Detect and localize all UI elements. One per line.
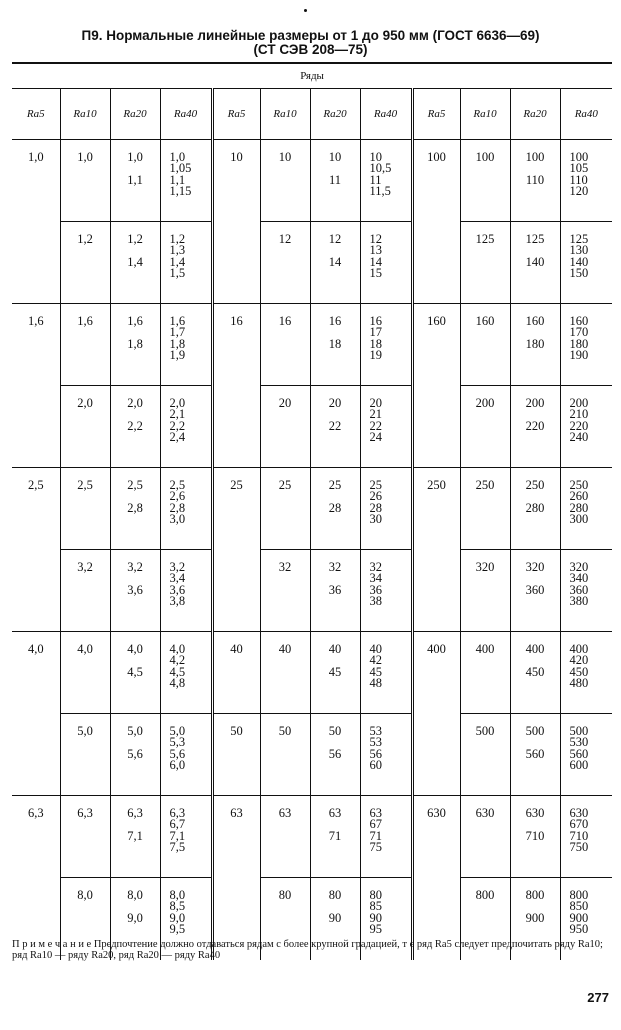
table-row — [12, 304, 612, 386]
table-cell: 2,0 2,2 — [110, 386, 160, 468]
table-cell: 12 — [260, 222, 310, 304]
column-header: Ra5 — [212, 89, 260, 140]
table-cell: 8,0 — [60, 878, 110, 960]
table-cell: 40 — [260, 632, 310, 714]
table-cell: 4,0 — [12, 632, 60, 714]
table-row — [12, 796, 612, 878]
table-note: П р и м е ч а н и е Предпочтение должно отдаваться рядам с более крупной градацией, т е ряд Ra5 следует предпочитать ряду Ra10; ряд Ra10 — ряду Ra20, ряд Ra20 — ряду Ra40 — [12, 939, 603, 961]
table-cell: 160 170 180 190 — [560, 304, 612, 386]
table-cell: 2,0 2,1 2,2 2,4 — [160, 386, 212, 468]
table-cell: 16 18 — [310, 304, 360, 386]
table-cell: 20 — [260, 386, 310, 468]
table-cell: 6,3 — [12, 796, 60, 878]
table-cell: 5,0 5,3 5,6 6,0 — [160, 714, 212, 796]
table-cell: 12 13 14 15 — [360, 222, 412, 304]
table-cell: 40 42 45 48 — [360, 632, 412, 714]
table-cell: 630 710 — [510, 796, 560, 878]
table-cell: 20 21 22 24 — [360, 386, 412, 468]
table-cell: 1,2 — [60, 222, 110, 304]
table-cell: 50 — [212, 714, 260, 796]
table-cell: 40 45 — [310, 632, 360, 714]
table-cell: 16 17 18 19 — [360, 304, 412, 386]
table-cell: 20 22 — [310, 386, 360, 468]
column-header: Ra40 — [160, 89, 212, 140]
decorative-dot — [304, 9, 307, 12]
table-cell: 800 900 — [510, 878, 560, 960]
table-cell: 6,3 6,7 7,1 7,5 — [160, 796, 212, 878]
table-cell: 630 — [460, 796, 510, 878]
column-header-row — [12, 89, 612, 140]
table-cell: 800 850 900 950 — [560, 878, 612, 960]
table-cell — [12, 222, 60, 304]
table-cell: 2,5 — [60, 468, 110, 550]
table-cell: 80 — [260, 878, 310, 960]
table-cell: 1,6 — [12, 304, 60, 386]
table-cell: 10 11 — [310, 140, 360, 222]
table-cell: 25 26 28 30 — [360, 468, 412, 550]
table-cell: 1,0 — [27, 150, 44, 164]
table-row — [12, 714, 612, 796]
table-cell: 250 280 — [510, 468, 560, 550]
table-cell: 1,2 1,3 1,4 1,5 — [160, 222, 212, 304]
dimensions-table — [12, 62, 612, 960]
table-cell: 125 — [460, 222, 510, 304]
table-cell: 2,5 2,8 — [110, 468, 160, 550]
table-row — [12, 140, 612, 222]
table-cell: 10 — [212, 140, 260, 222]
table-cell — [412, 550, 460, 632]
table-cell — [12, 386, 60, 468]
table-cell: 5,0 5,6 — [110, 714, 160, 796]
title-line-2: (СТ СЭВ 208—75) — [253, 42, 368, 57]
column-header: Ra20 — [110, 89, 160, 140]
table-cell: 320 360 — [510, 550, 560, 632]
table-cell: 4,0 — [60, 632, 110, 714]
table-cell: 250 — [412, 468, 460, 550]
column-header: Ra10 — [60, 89, 110, 140]
table-cell: 5,0 — [60, 714, 110, 796]
table-cell: 1,2 1,4 — [110, 222, 160, 304]
table-cell: 100 105 110 120 — [560, 140, 612, 222]
table-cell: 50 — [260, 714, 310, 796]
dimensions-table-wrap — [12, 62, 612, 960]
table-cell: 63 — [212, 796, 260, 878]
table-cell: 100 110 — [510, 140, 560, 222]
table-cell: 160 — [412, 304, 460, 386]
table-cell: 160 180 — [510, 304, 560, 386]
table-cell: 200 220 — [510, 386, 560, 468]
table-cell: 3,2 3,4 3,6 3,8 — [160, 550, 212, 632]
column-header: Ra10 — [260, 89, 310, 140]
table-cell: 320 — [460, 550, 510, 632]
table-cell: 500 560 — [510, 714, 560, 796]
table-cell: 125 140 — [510, 222, 560, 304]
rows-header: Ряды — [12, 63, 612, 89]
table-cell: 32 36 — [310, 550, 360, 632]
table-body — [12, 140, 612, 960]
table-cell — [212, 386, 260, 468]
table-cell: 1,6 — [60, 304, 110, 386]
table-row — [12, 386, 612, 468]
table-cell: 500 530 560 600 — [560, 714, 612, 796]
table-cell: 32 34 36 38 — [360, 550, 412, 632]
column-header: Ra40 — [360, 89, 412, 140]
table-cell: 4,0 4,5 — [110, 632, 160, 714]
table-cell: 630 — [412, 796, 460, 878]
table-cell: 100 — [412, 140, 460, 222]
table-cell: 53 53 56 60 — [360, 714, 412, 796]
table-cell: 8,0 9,0 — [110, 878, 160, 960]
table-cell: 6,3 — [60, 796, 110, 878]
table-cell: 800 — [460, 878, 510, 960]
table-cell: 10 — [260, 140, 310, 222]
table-cell: 3,2 3,6 — [110, 550, 160, 632]
table-cell: 100 — [460, 140, 510, 222]
table-cell: 63 67 71 75 — [360, 796, 412, 878]
table-cell: 4,0 4,2 4,5 4,8 — [160, 632, 212, 714]
table-cell — [212, 222, 260, 304]
table-cell: 125 130 140 150 — [560, 222, 612, 304]
table-cell: 400 — [412, 632, 460, 714]
table-cell: 250 — [460, 468, 510, 550]
table-cell: 320 340 360 380 — [560, 550, 612, 632]
table-cell: 2,5 2,6 2,8 3,0 — [160, 468, 212, 550]
column-header: Ra5 — [412, 89, 460, 140]
table-cell: 80 90 — [310, 878, 360, 960]
table-cell: 80 85 90 95 — [360, 878, 412, 960]
table-cell: 50 56 — [310, 714, 360, 796]
column-header: Ra40 — [560, 89, 612, 140]
table-cell: 16 — [260, 304, 310, 386]
title-line-1: П9. Нормальные линейные размеры от 1 до 950 мм (ГОСТ 6636—69) — [81, 28, 540, 43]
table-cell: 16 — [212, 304, 260, 386]
table-cell: 2,0 — [60, 386, 110, 468]
table-cell: 1,0 1,1 — [110, 140, 160, 222]
table-cell — [12, 550, 60, 632]
table-cell: 250 260 280 300 — [560, 468, 612, 550]
table-row — [12, 468, 612, 550]
table-cell: 3,2 — [60, 550, 110, 632]
table-cell: 400 450 — [510, 632, 560, 714]
table-cell: 25 28 — [310, 468, 360, 550]
column-header: Ra20 — [310, 89, 360, 140]
table-cell — [212, 550, 260, 632]
table-cell — [412, 714, 460, 796]
table-cell: 200 — [460, 386, 510, 468]
table-cell — [12, 714, 60, 796]
table-row — [12, 550, 612, 632]
table-cell: 1,6 1,7 1,8 1,9 — [160, 304, 212, 386]
table-cell: 630 670 710 750 — [560, 796, 612, 878]
table-row — [12, 632, 612, 714]
table-cell: 8,0 8,5 9,0 9,5 — [160, 878, 212, 960]
table-cell: 400 420 450 480 — [560, 632, 612, 714]
table-cell: 1,0 — [60, 140, 110, 222]
page-number: 277 — [587, 990, 609, 1005]
column-header: Ra10 — [460, 89, 510, 140]
table-cell — [412, 386, 460, 468]
table-row — [12, 222, 612, 304]
table-cell: 63 — [260, 796, 310, 878]
table-cell: 63 71 — [310, 796, 360, 878]
column-header: Ra20 — [510, 89, 560, 140]
rows-header-row — [12, 63, 612, 89]
table-cell: 400 — [460, 632, 510, 714]
table-title — [0, 29, 621, 57]
table-cell: 25 — [260, 468, 310, 550]
column-header: Ra5 — [12, 89, 60, 140]
table-cell: 40 — [212, 632, 260, 714]
table-cell: 1,0 1,05 1,1 1,15 — [160, 140, 212, 222]
table-cell: 1,6 1,8 — [110, 304, 160, 386]
table-cell: 2,5 — [12, 468, 60, 550]
table-cell: 12 14 — [310, 222, 360, 304]
table-cell: 32 — [260, 550, 310, 632]
table-cell: 6,3 7,1 — [110, 796, 160, 878]
table-cell: 25 — [212, 468, 260, 550]
table-cell — [412, 222, 460, 304]
table-cell: 500 — [460, 714, 510, 796]
table-cell: 10 10,5 11 11,5 — [360, 140, 412, 222]
table-cell: 160 — [460, 304, 510, 386]
table-cell: 200 210 220 240 — [560, 386, 612, 468]
